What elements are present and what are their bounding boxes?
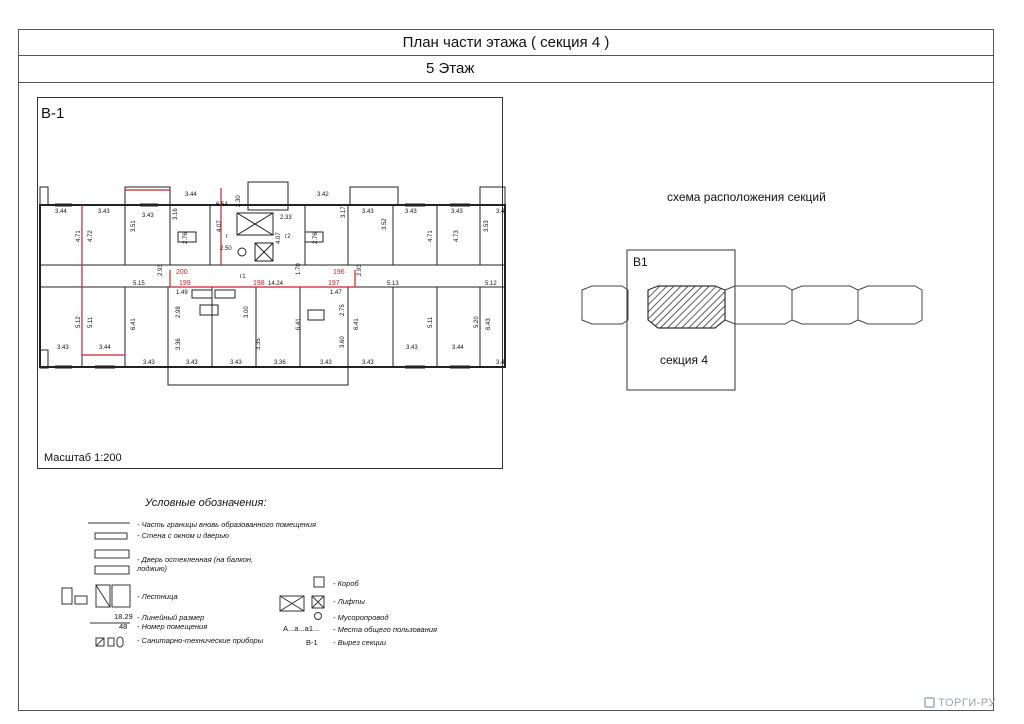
dim-label: 3.43 <box>98 209 110 215</box>
dim-label: 3.43 <box>142 213 154 219</box>
common-area-symbol: А...а...а1... <box>283 624 320 633</box>
dim-label: 3.60 <box>340 336 346 348</box>
legend-item: - Вырез секции <box>333 638 387 647</box>
dim-label: 3.00 <box>244 306 250 318</box>
dim-label: 4.71 <box>76 230 82 242</box>
dim-label: 3.43 <box>362 360 374 366</box>
dim-label: 3.35 <box>256 338 262 350</box>
dim-label: 3.16 <box>173 208 179 220</box>
dim-label: 3.51 <box>131 220 137 232</box>
dim-label: 3.42 <box>317 192 329 198</box>
dim-label: 3.43 <box>406 345 418 351</box>
legend-item: - Санитарно-технические приборы <box>137 636 264 645</box>
section-label: секция 4 <box>660 353 709 367</box>
dim-label: 2.93 <box>158 264 164 276</box>
legend-item: - Номер помещения <box>137 622 208 631</box>
section-cut-symbol: В-1 <box>306 638 318 647</box>
plan-tag: В-1 <box>41 105 65 122</box>
red-mark: 200 <box>176 269 188 276</box>
dim-label: 6.41 <box>296 318 302 330</box>
dim-label: 4.72 <box>88 230 94 242</box>
dim-label: 5.11 <box>88 316 94 328</box>
dim-label: 3.43 <box>230 360 242 366</box>
dim-label: 3.44 <box>99 345 111 351</box>
dim-label: 3.52 <box>382 218 388 230</box>
room-label: г1 <box>240 274 246 280</box>
dim-label: 3.36 <box>274 360 286 366</box>
dim-label: 3.43 <box>405 209 417 215</box>
dim-label: 3.43 <box>451 209 463 215</box>
scheme-caption: схема расположения секций <box>667 190 826 204</box>
dim-label: 6.54 <box>216 202 228 208</box>
dim-label: 3.44 <box>452 345 464 351</box>
dim-label: 3.17 <box>341 206 347 218</box>
legend-item: - Часть границы вновь образованного помещения <box>137 520 317 529</box>
dim-label: 3.43 <box>57 345 69 351</box>
dim-label: 2.76 <box>183 232 189 244</box>
floor-label: 5 Этаж <box>18 56 994 83</box>
red-mark: 196 <box>333 269 345 276</box>
logo-icon <box>924 697 935 708</box>
legend-item: - Линейный размер <box>137 613 205 622</box>
legend-item: - Лестница <box>137 592 178 601</box>
dim-label: 1.49 <box>176 290 188 296</box>
dim-label: 3.44 <box>185 192 197 198</box>
dim-label: 3.53 <box>484 220 490 232</box>
drawing-title: План части этажа ( секция 4 ) <box>18 29 994 56</box>
dim-label: 1.47 <box>330 290 342 296</box>
legend-item: - Места общего пользования <box>333 625 438 634</box>
room-label: г2 <box>285 234 291 240</box>
dim-label: 1.70 <box>296 263 302 275</box>
plan-scale: Масштаб 1:200 <box>44 452 122 464</box>
watermark: ТОРГИ-РУ <box>924 697 996 709</box>
dim-label: 6.43 <box>486 318 492 330</box>
scheme-tag: В1 <box>633 255 648 269</box>
dim-label: 2.98 <box>176 306 182 318</box>
legend-item: лоджию) <box>137 564 168 573</box>
dim-label: 5.20 <box>474 316 480 328</box>
legend-item: - Короб <box>333 579 359 588</box>
dim-label: 3.43 <box>186 360 198 366</box>
dim-label: 3.43 <box>320 360 332 366</box>
dim-label: 3.4 <box>496 209 505 215</box>
red-mark: 199 <box>179 280 191 287</box>
dim-label: 5.12 <box>485 281 497 287</box>
dim-label: 5.11 <box>428 316 434 328</box>
dim-label: 2.93 <box>357 264 363 276</box>
dim-label: 3.36 <box>176 338 182 350</box>
dim-label: 5.13 <box>387 281 399 287</box>
dim-label: 4.71 <box>428 230 434 242</box>
legend-item: - Мусоропровод <box>333 613 389 622</box>
dim-label: 2.76 <box>313 232 319 244</box>
dim-label: 4.07 <box>217 220 223 232</box>
dimension-symbol: 18.29 <box>114 612 133 621</box>
dim-label: 2.75 <box>340 304 346 316</box>
dim-label: 3.4 <box>496 360 505 366</box>
legend-item: - Стена с окном и дверью <box>137 531 229 540</box>
legend-item: - Дверь остекленная (на балкон, <box>137 555 254 564</box>
legend-item: - Лифты <box>333 597 365 606</box>
dim-label: 5.12 <box>76 316 82 328</box>
dim-label: 6.41 <box>354 318 360 330</box>
dim-label: 2.50 <box>220 246 232 252</box>
red-mark: 198 <box>253 280 265 287</box>
room-number-symbol: 48 <box>119 622 128 631</box>
legend-title: Условные обозначения: <box>145 497 267 509</box>
dim-label: 4.73 <box>454 230 460 242</box>
room-label: г <box>226 234 229 240</box>
dim-label: 3.43 <box>362 209 374 215</box>
dim-label: 3.44 <box>55 209 67 215</box>
dim-label: 2.33 <box>280 215 292 221</box>
dim-label: 6.41 <box>131 318 137 330</box>
dim-label: 4.07 <box>276 232 282 244</box>
dim-label: 14.24 <box>268 281 284 287</box>
dim-label: 5.15 <box>133 281 145 287</box>
dim-label: 3.43 <box>143 360 155 366</box>
red-mark: 197 <box>328 280 340 287</box>
dim-label: 2.30 <box>236 195 242 207</box>
